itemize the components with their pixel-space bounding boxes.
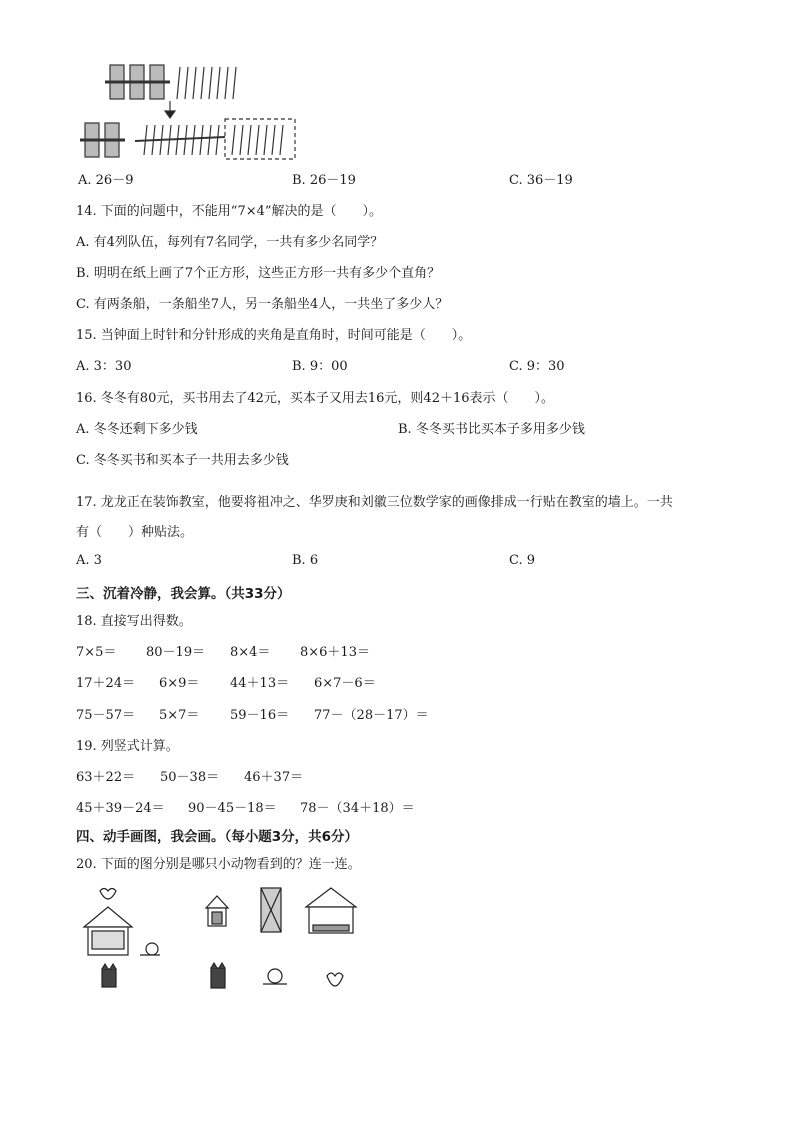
q15-option-a[interactable]: A. 3：30 (76, 359, 132, 374)
q14-stem: 14. 下面的问题中，不能用“7×4”解决的是（ ）。 (76, 204, 383, 219)
q18-r1c1: 7×5＝ (76, 645, 117, 660)
q15-option-c[interactable]: C. 9：30 (509, 359, 565, 374)
bird-option-icon (327, 973, 343, 986)
q18-r2c1: 17＋24＝ (76, 676, 136, 691)
q18-r1c2: 80－19＝ (146, 645, 206, 660)
q16-option-b[interactable]: B. 冬冬买书比买本子多用多少钱 (398, 422, 585, 437)
view-3-figure (303, 885, 359, 937)
view-2-figure (258, 885, 284, 935)
q18-r1c4: 8×6＋13＝ (300, 645, 370, 660)
q16-option-c[interactable]: C. 冬冬买书和买本子一共用去多少钱 (76, 453, 289, 468)
animal-options-figure (205, 958, 365, 993)
q13-option-b[interactable]: B. 26－19 (292, 173, 356, 188)
q17-stem-line2: 有（ ）种贴法。 (76, 525, 194, 540)
q19-r1c1: 63＋22＝ (76, 770, 136, 785)
scene-figure (78, 885, 178, 995)
cat-option-icon (211, 968, 225, 988)
q15-stem: 15. 当钟面上时针和分针形成的夹角是直角时，时间可能是（ ）。 (76, 328, 472, 343)
q17-option-c[interactable]: C. 9 (509, 553, 536, 568)
q19-r1c3: 46＋37＝ (244, 770, 304, 785)
q14-option-b[interactable]: B. 明明在纸上画了7个正方形，这些正方形一共有多少个直角？ (76, 266, 441, 281)
q13-option-c[interactable]: C. 36－19 (509, 173, 573, 188)
section4-heading: 四、动手画图，我会画。（每小题3分，共6分） (76, 829, 359, 845)
q18-r2c2: 6×9＝ (159, 676, 200, 691)
snail-icon (146, 943, 158, 955)
section3-heading: 三、沉着冷静，我会算。（共33分） (76, 586, 291, 602)
q18-r2c4: 6×7－6＝ (314, 676, 376, 691)
cat-icon (102, 969, 116, 987)
q18-r1c3: 8×4＝ (230, 645, 271, 660)
q18-stem: 18. 直接写出得数。 (76, 614, 192, 629)
q15-option-b[interactable]: B. 9：00 (292, 359, 348, 374)
q16-option-a[interactable]: A. 冬冬还剩下多少钱 (76, 422, 198, 437)
q19-r2c3: 78－（34＋18）＝ (300, 801, 415, 816)
q18-r3c3: 59－16＝ (230, 708, 290, 723)
bird-icon (100, 889, 116, 900)
q19-r2c1: 45＋39－24＝ (76, 801, 165, 816)
q17-option-b[interactable]: B. 6 (292, 553, 319, 568)
q18-r3c1: 75－57＝ (76, 708, 136, 723)
q19-r1c2: 50－38＝ (160, 770, 220, 785)
q18-r3c2: 5×7＝ (159, 708, 200, 723)
q19-r2c2: 90－45－18＝ (188, 801, 277, 816)
q20-stem: 20. 下面的图分别是哪只小动物看到的？连一连。 (76, 857, 361, 872)
q14-option-c[interactable]: C. 有两条船，一条船坐7人，另一条船坐4人，一共坐了多少人？ (76, 297, 449, 312)
q16-stem: 16. 冬冬有80元，买书用去了42元，买本子又用去16元，则42＋16表示（ ）。 (76, 391, 555, 406)
q19-stem: 19. 列竖式计算。 (76, 739, 179, 754)
q18-r2c3: 44＋13＝ (230, 676, 290, 691)
sticks-figure (75, 55, 315, 165)
q14-option-a[interactable]: A. 有4列队伍，每列有7名同学，一共有多少名同学？ (76, 235, 384, 250)
q13-option-a[interactable]: A. 26－9 (78, 173, 134, 188)
q17-option-a[interactable]: A. 3 (76, 553, 102, 568)
view-1-figure (203, 892, 233, 932)
snail-option-icon (268, 969, 282, 983)
q18-r3c4: 77－（28－17）＝ (314, 708, 429, 723)
q17-stem-line1: 17. 龙龙正在装饰教室，他要将祖冲之、华罗庚和刘徽三位数学家的画像排成一行贴在教室的墙上。一共 (76, 495, 673, 510)
